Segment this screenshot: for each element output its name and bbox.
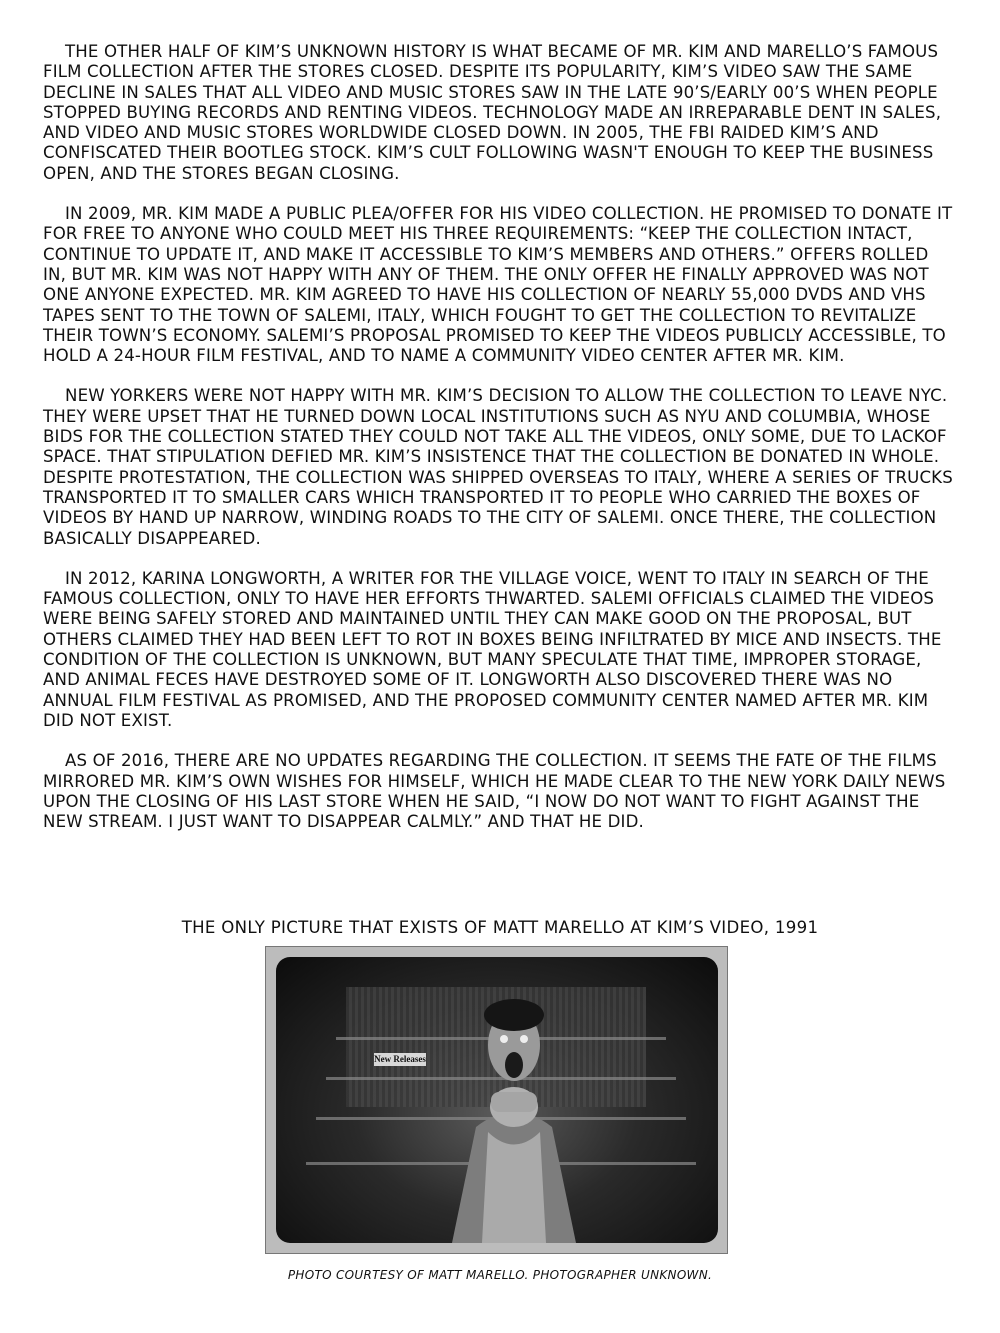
article-body <box>43 42 955 852</box>
paragraph: AS OF 2016, THERE ARE NO UPDATES REGARDING THE COLLECTION. IT SEEMS THE FATE OF THE FILMS MIRRORED MR. KIM’S OWN WISHES FOR HIMSELF, WHICH HE MADE CLEAR TO THE NEW YORK DAILY NEWS UPON THE CLOSING OF HIS LAST STORE WHEN HE SAID, “I NOW DO NOT WANT TO FIGHT AGAINST THE NEW STREAM. I JUST WANT TO DISAPPEAR CALMLY.” AND THAT HE DID. <box>43 751 946 832</box>
photo <box>276 957 718 1243</box>
paragraph: IN 2009, MR. KIM MADE A PUBLIC PLEA/OFFER FOR HIS VIDEO COLLECTION. HE PROMISED TO DONATE IT FOR FREE TO ANYONE WHO COULD MEET HIS THREE REQUIREMENTS: “KEEP THE COLLECTION INTACT, CONTINUE TO UPDATE IT, AND MAKE IT ACCESSIBLE TO KIM’S MEMBERS AND OTHERS.” OFFERS ROLLED IN, BUT MR. KIM WAS NOT HAPPY WITH ANY OF THEM. THE ONLY OFFER HE FINALLY APPROVED WAS NOT ONE ANYONE EXPECTED. MR. KIM AGREED TO HAVE HIS COLLECTION OF NEARLY 55,000 DVDS AND VHS TAPES SENT TO THE TOWN OF SALEMI, ITALY, WHICH FOUGHT TO GET THE COLLECTION TO REVITALIZE THEIR TOWN’S ECONOMY. SALEMI’S PROPOSAL PROMISED TO KEEP THE VIDEOS PUBLICLY ACCESSIBLE, TO HOLD A 24-HOUR FILM FESTIVAL, AND TO NAME A COMMUNITY VIDEO CENTER AFTER MR. KIM. <box>43 204 953 366</box>
photo-credit: PHOTO COURTESY OF MATT MARELLO. PHOTOGRAPHER UNKNOWN. <box>287 1268 713 1282</box>
paragraph: IN 2012, KARINA LONGWORTH, A WRITER FOR THE VILLAGE VOICE, WENT TO ITALY IN SEARCH OF THE FAMOUS COLLECTION, ONLY TO HAVE HER EFFORTS THWARTED. SALEMI OFFICIALS CLAIMED THE VIDEOS WERE BEING SAFELY STORED AND MAINTAINED UNTIL THEY CAN MAKE GOOD ON THE PROPOSAL, BUT OTHERS CLAIMED THEY HAD BEEN LEFT TO ROT IN BOXES BEING INFILTRATED BY MICE AND INSECTS. THE CONDITION OF THE COLLECTION IS UNKNOWN, BUT MANY SPECULATE THAT TIME, IMPROPER STORAGE, AND ANIMAL FECES HAVE DESTROYED SOME OF IT. LONGWORTH ALSO DISCOVERED THERE WAS NO ANNUAL FILM FESTIVAL AS PROMISED, AND THE PROPOSED COMMUNITY CENTER NAMED AFTER MR. KIM DID NOT EXIST. <box>43 568 942 730</box>
photo-title: THE ONLY PICTURE THAT EXISTS OF MATT MARELLO AT KIM’S VIDEO, 1991 <box>181 918 819 937</box>
paragraph: THE OTHER HALF OF KIM’S UNKNOWN HISTORY IS WHAT BECAME OF MR. KIM AND MARELLO’S FAMOUS FILM COLLECTION AFTER THE STORES CLOSED. DESPITE ITS POPULARITY, KIM’S VIDEO SAW THE SAME DECLINE IN SALES THAT ALL VIDEO AND MUSIC STORES SAW IN THE LATE 90’S/EARLY 00’S WHEN PEOPLE STOPPED BUYING RECORDS AND RENTING VIDEOS. TECHNOLOGY MADE AN IRREPARABLE DENT IN SALES, AND VIDEO AND MUSIC STORES WORLDWIDE CLOSED DOWN. IN 2005, THE FBI RAIDED KIM’S AND CONFISCATED THEIR BOOTLEG STOCK. KIM’S CULT FOLLOWING WASN'T ENOUGH TO KEEP THE BUSINESS OPEN, AND THE STORES BEGAN CLOSING. <box>43 42 942 183</box>
paragraph: NEW YORKERS WERE NOT HAPPY WITH MR. KIM’S DECISION TO ALLOW THE COLLECTION TO LEAVE NYC. THEY WERE UPSET THAT HE TURNED DOWN LOCAL INSTITUTIONS SUCH AS NYU AND COLUMBIA, WHOSE BIDS FOR THE COLLECTION STATED THEY COULD NOT TAKE ALL THE VIDEOS, ONLY SOME, DUE TO LACKOF SPACE. THAT STIPULATION DEFIED MR. KIM’S INSISTENCE THAT THE COLLECTION BE DONATED IN WHOLE. DESPITE PROTESTATION, THE COLLECTION WAS SHIPPED OVERSEAS TO ITALY, WHERE A SERIES OF TRUCKS TRANSPORTED IT TO SMALLER CARS WHICH TRANSPORTED IT TO PEOPLE WHO CARRIED THE BOXES OF VIDEOS BY HAND UP NARROW, WINDING ROADS TO THE CITY OF SALEMI. ONCE THERE, THE COLLECTION BASICALLY DISAPPEARED. <box>43 386 953 548</box>
person-figure <box>276 957 718 1243</box>
photo-frame <box>265 946 728 1254</box>
new-releases-sign: New Releases <box>374 1054 426 1064</box>
